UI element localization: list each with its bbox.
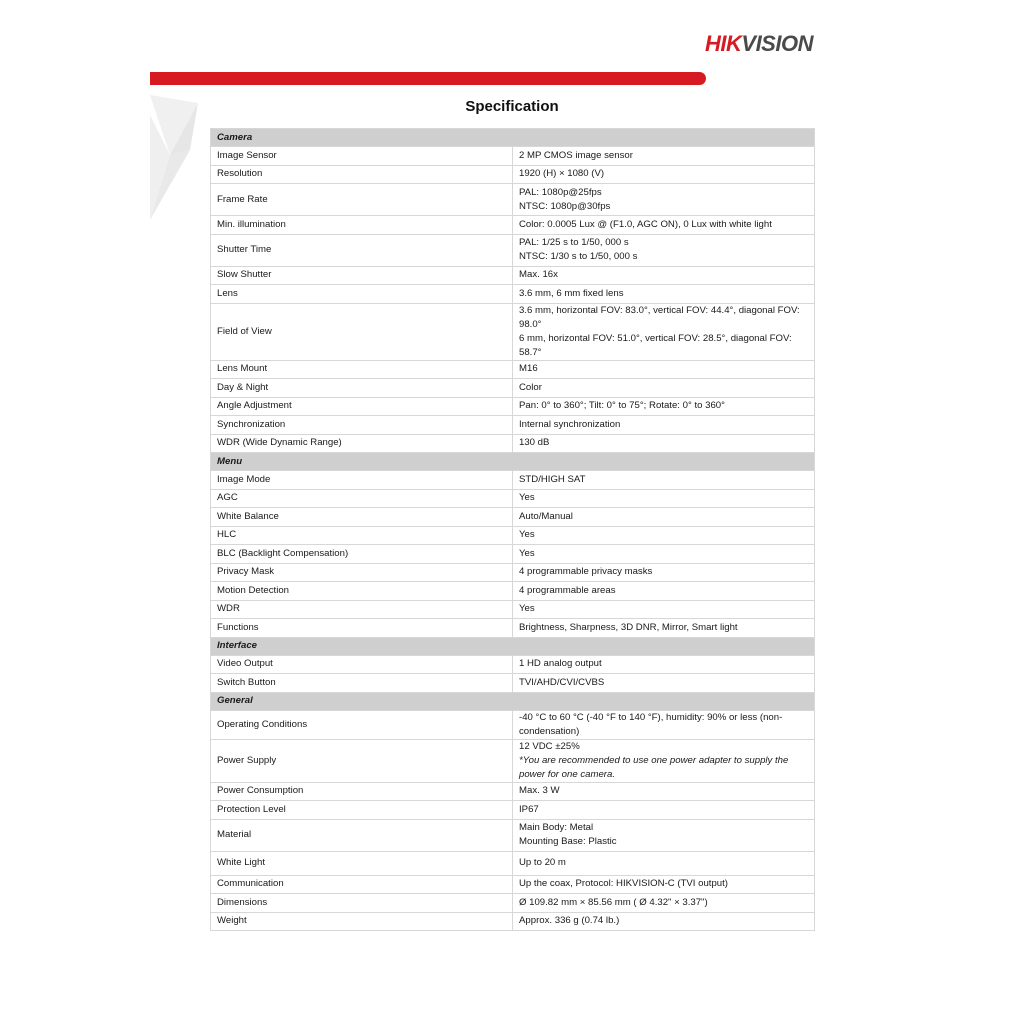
row-value-line: Main Body: Metal [519, 822, 594, 833]
row-label: Day & Night [211, 379, 513, 398]
logo-vision-text: VISION [741, 31, 813, 56]
row-label: White Balance [211, 508, 513, 527]
row-label: Power Supply [211, 739, 513, 782]
page-title: Specification [465, 98, 559, 115]
row-value: Color: 0.0005 Lux @ (F1.0, AGC ON), 0 Lux with white light [513, 216, 815, 235]
row-label: BLC (Backlight Compensation) [211, 545, 513, 564]
row-label: Switch Button [211, 674, 513, 693]
row-value: Yes [513, 545, 815, 564]
row-value: Yes [513, 600, 815, 619]
row-label: AGC [211, 489, 513, 508]
row-value: 4 programmable privacy masks [513, 563, 815, 582]
table-row [211, 619, 815, 638]
row-value-line: Mounting Base: Plastic [519, 836, 617, 847]
row-label: White Light [211, 851, 513, 875]
row-label: Power Consumption [211, 782, 513, 801]
row-value: Up to 20 m [513, 851, 815, 875]
table-row [211, 710, 815, 739]
row-value: Up the coax, Protocol: HIKVISION-C (TVI output) [513, 875, 815, 894]
table-row [211, 851, 815, 875]
row-value: 1920 (H) × 1080 (V) [513, 165, 815, 184]
row-value: Ø 109.82 mm × 85.56 mm ( Ø 4.32" × 3.37") [513, 894, 815, 913]
row-value-line: 3.6 mm, horizontal FOV: 83.0°, vertical FOV: 44.4°, diagonal FOV: 98.0° [519, 304, 800, 330]
section-title: Interface [211, 637, 815, 655]
section-general [211, 692, 815, 710]
row-value: IP67 [513, 801, 815, 820]
row-value: Yes [513, 526, 815, 545]
row-value: Pan: 0° to 360°; Tilt: 0° to 75°; Rotate: 0° to 360° [513, 397, 815, 416]
table-row [211, 545, 815, 564]
specification-table [210, 128, 815, 931]
row-value [513, 234, 815, 266]
table-row [211, 912, 815, 931]
section-title: Menu [211, 453, 815, 471]
table-row [211, 165, 815, 184]
table-row [211, 600, 815, 619]
row-label: Resolution [211, 165, 513, 184]
row-label: Weight [211, 912, 513, 931]
table-row [211, 184, 815, 216]
row-label: Video Output [211, 655, 513, 674]
table-row [211, 285, 815, 304]
power-supply-note: *You are recommended to use one power adapter to supply the power for one camera. [519, 754, 789, 780]
row-value: 130 dB [513, 434, 815, 453]
row-label: Image Mode [211, 471, 513, 490]
row-value-line: PAL: 1080p@25fps [519, 186, 602, 198]
row-value-line: 6 mm, horizontal FOV: 51.0°, vertical FOV: 28.5°, diagonal FOV: 58.7° [519, 332, 792, 358]
row-value: M16 [513, 360, 815, 379]
row-value-line: PAL: 1/25 s to 1/50, 000 s [519, 237, 629, 248]
row-label: Min. illumination [211, 216, 513, 235]
table-row [211, 508, 815, 527]
row-value-line: NTSC: 1080p@30fps [519, 200, 611, 212]
row-label: Motion Detection [211, 582, 513, 601]
table-row [211, 801, 815, 820]
row-value: TVI/AHD/CVI/CVBS [513, 674, 815, 693]
row-label: Dimensions [211, 894, 513, 913]
row-value: 4 programmable areas [513, 582, 815, 601]
row-label: Operating Conditions [211, 710, 513, 739]
row-value-line: 12 VDC ±25% [519, 740, 580, 752]
hikvision-logo [705, 30, 813, 58]
logo-hik-text: HIK [705, 31, 742, 56]
row-value: STD/HIGH SAT [513, 471, 815, 490]
row-value: Color [513, 379, 815, 398]
table-row [211, 471, 815, 490]
table-row [211, 234, 815, 266]
row-value [513, 303, 815, 360]
row-label: Functions [211, 619, 513, 638]
table-row [211, 739, 815, 782]
row-value: Brightness, Sharpness, 3D DNR, Mirror, Smart light [513, 619, 815, 638]
row-value [513, 739, 815, 782]
row-label: Image Sensor [211, 147, 513, 166]
row-value: 1 HD analog output [513, 655, 815, 674]
table-row [211, 379, 815, 398]
table-row [211, 489, 815, 508]
row-label: WDR (Wide Dynamic Range) [211, 434, 513, 453]
row-value [513, 184, 815, 216]
section-title: General [211, 692, 815, 710]
table-row [211, 875, 815, 894]
row-value: Max. 16x [513, 266, 815, 285]
row-value-line: NTSC: 1/30 s to 1/50, 000 s [519, 251, 638, 262]
row-label: HLC [211, 526, 513, 545]
row-label: Slow Shutter [211, 266, 513, 285]
table-row [211, 655, 815, 674]
table-row [211, 434, 815, 453]
row-label: WDR [211, 600, 513, 619]
row-value: -40 °C to 60 °C (-40 °F to 140 °F), humidity: 90% or less (non-condensation) [513, 710, 815, 739]
row-label: Shutter Time [211, 234, 513, 266]
row-value: Auto/Manual [513, 508, 815, 527]
row-label: Material [211, 819, 513, 851]
table-row [211, 360, 815, 379]
section-menu [211, 453, 815, 471]
row-label: Frame Rate [211, 184, 513, 216]
row-label: Lens Mount [211, 360, 513, 379]
table-row [211, 147, 815, 166]
row-label: Communication [211, 875, 513, 894]
row-value: 2 MP CMOS image sensor [513, 147, 815, 166]
table-row [211, 674, 815, 693]
section-camera [211, 129, 815, 147]
table-row [211, 894, 815, 913]
table-row [211, 582, 815, 601]
row-label: Protection Level [211, 801, 513, 820]
row-label: Angle Adjustment [211, 397, 513, 416]
row-value: Yes [513, 489, 815, 508]
row-label: Field of View [211, 303, 513, 360]
row-value [513, 819, 815, 851]
table-row [211, 416, 815, 435]
table-row [211, 266, 815, 285]
row-label: Synchronization [211, 416, 513, 435]
row-value: Approx. 336 g (0.74 lb.) [513, 912, 815, 931]
table-row [211, 563, 815, 582]
row-value: Internal synchronization [513, 416, 815, 435]
table-row [211, 216, 815, 235]
row-value: Max. 3 W [513, 782, 815, 801]
section-interface [211, 637, 815, 655]
row-value: 3.6 mm, 6 mm fixed lens [513, 285, 815, 304]
table-row [211, 397, 815, 416]
section-title: Camera [211, 129, 815, 147]
row-label: Lens [211, 285, 513, 304]
table-row [211, 782, 815, 801]
table-row [211, 819, 815, 851]
header-red-bar [150, 72, 706, 85]
row-label: Privacy Mask [211, 563, 513, 582]
table-row [211, 526, 815, 545]
table-row [211, 303, 815, 360]
